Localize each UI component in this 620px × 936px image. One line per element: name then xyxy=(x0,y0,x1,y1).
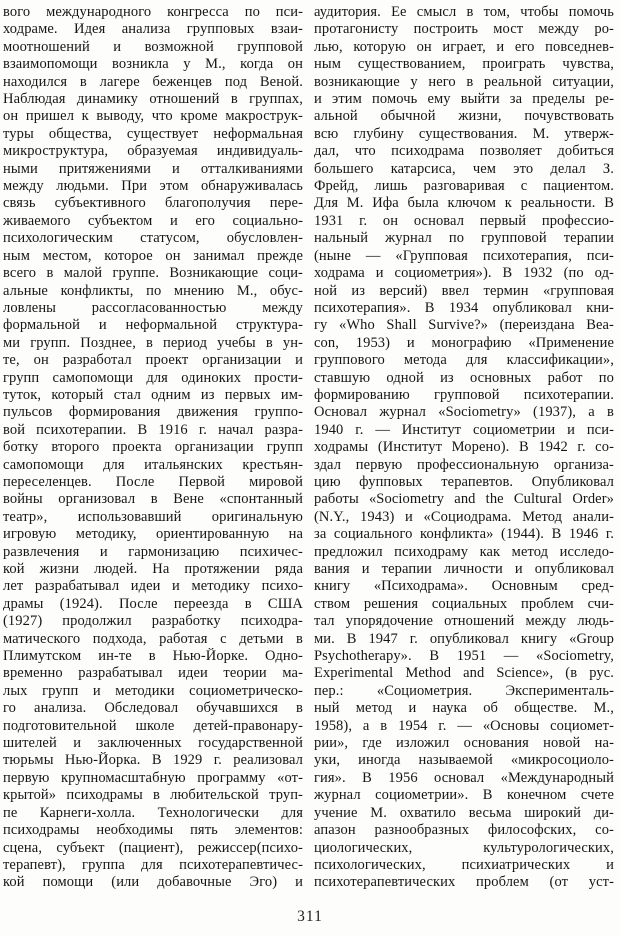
text-line: нальный журнал по групповой терапии xyxy=(314,230,614,247)
text-line: рии», где изложил основания новой на- xyxy=(314,735,614,752)
text-line: переселенцев. После Первой мировой xyxy=(3,473,303,490)
text-line: между людьми. При этом обнаруживалась xyxy=(3,178,303,195)
text-line: драмы (1924). После переезда в США xyxy=(3,595,303,612)
two-column-text-block xyxy=(3,4,617,892)
text-line: первую крупномасштабную программу «от- xyxy=(3,769,303,786)
text-line: туры общества, существует неформальная xyxy=(3,125,303,142)
text-line: циологических, культурологических, xyxy=(314,839,614,856)
text-line: го анализа. Обследовал обучавшихся в xyxy=(3,700,303,717)
text-line: вой психотерапии. В 1916 г. начал разра- xyxy=(3,421,303,438)
text-line: апазон разнообразных философских, со- xyxy=(314,822,614,839)
text-line: ходраме. Идея анализа групповых взаи- xyxy=(3,21,303,38)
text-line: вого международного конгресса по пси- xyxy=(3,4,303,20)
text-line: (ныне — «Групповая психотерапия, пси- xyxy=(314,247,614,264)
text-line: ловлены рассогласованностью между xyxy=(3,299,303,316)
text-line: находился в лагере беженцев под Веной. xyxy=(3,73,303,90)
text-line: групп самопомощи для одиноких прости- xyxy=(3,369,303,386)
text-line: театр», использовавший оригинальную xyxy=(3,508,303,525)
text-line: развлечения и гармонизацию психичес- xyxy=(3,543,303,560)
text-line: всю глубину существования. М. утверж- xyxy=(314,125,614,142)
text-line: Фрейд, лишь разговаривая с пациентом. xyxy=(314,178,614,195)
text-line: кой помощи (или добавочные Эго) и xyxy=(3,874,303,891)
text-line: пе Карнеги-холла. Технологически для xyxy=(3,804,303,821)
text-line: психологическим статусом, обусловлен- xyxy=(3,230,303,247)
text-line: матического подхода, работая с детьми в xyxy=(3,630,303,647)
text-line: работы «Sociometry and the Cultural Order» xyxy=(314,491,614,508)
text-line: здал первую профессиональную организа- xyxy=(314,456,614,473)
text-line: тюрьмы Нью-Йорка. В 1929 г. реализовал xyxy=(3,752,303,769)
text-line: временно разрабатывал идеи теории ма- xyxy=(3,665,303,682)
text-line: моотношений и возможной групповой xyxy=(3,38,303,55)
text-line: терапевт), группа для психотерапевтичес- xyxy=(3,856,303,873)
text-line: группового метода для классификации», xyxy=(314,352,614,369)
text-line: лых групп и методики социометрическо- xyxy=(3,682,303,699)
text-line: возникающие у него в реальной ситуации, xyxy=(314,73,614,90)
text-line: те, он разработал проект организации и xyxy=(3,352,303,369)
text-line: тал упорядочение отношений между людь- xyxy=(314,613,614,630)
text-line: ным местом, которое он занимал прежде xyxy=(3,247,303,264)
text-line: (1927) продолжил разработку психодра- xyxy=(3,613,303,630)
text-line: предложил психодраму как метод исследо- xyxy=(314,543,614,560)
text-line: Плимутском ин-те в Нью-Йорке. Одно- xyxy=(3,648,303,665)
text-line: con, 1953) и монографию «Применение xyxy=(314,334,614,351)
text-line: лет разрабатывал идеи и методику психо- xyxy=(3,578,303,595)
text-line: гия». В 1956 основал «Международный xyxy=(314,769,614,786)
text-line: войны организовал в Вене «спонтанный xyxy=(3,491,303,508)
text-line: ботку второго проекта организации групп xyxy=(3,439,303,456)
text-line: Наблюдая динамику отношений в группах, xyxy=(3,91,303,108)
text-line: цию фупповых терапевтов. Опубликовал xyxy=(314,473,614,490)
text-line: аудитория. Ее смысл в том, чтобы помочь xyxy=(314,4,614,20)
text-line: шителей и заключенных государственной xyxy=(3,735,303,752)
text-line: всего в малой группе. Возникающие соци- xyxy=(3,265,303,282)
page-number: 311 xyxy=(297,908,323,925)
text-line: ным существованием, проиграть чувства, xyxy=(314,56,614,73)
text-line: лью, которую он играет, и его повседнев- xyxy=(314,38,614,55)
text-line: живаемого субъектом и его социально- xyxy=(3,212,303,229)
text-line: за социального конфликта» (1944). В 1946 г. xyxy=(314,526,614,543)
text-line: учение М. охватило весьма широкий ди- xyxy=(314,804,614,821)
text-line: вания и терапии личности и опубликовал xyxy=(314,561,614,577)
text-line: журнал социометрии». В конечном счете xyxy=(314,787,614,804)
text-line: туток, который стал одним из первых им- xyxy=(3,386,303,403)
text-line: он пришел к выводу, что кроме макрострук- xyxy=(3,108,303,125)
text-line: крытой» психодрамы в любительской труп- xyxy=(3,787,303,804)
text-column-right xyxy=(314,4,614,892)
text-line: ными притяжениями и отталкиваниями xyxy=(3,160,303,177)
text-line: дал, что психодрама позволяет добиться xyxy=(314,143,614,160)
text-line: психологических, психиатрических и xyxy=(314,856,614,873)
text-line: альные конфликты, по мнению М., обус- xyxy=(3,282,303,299)
text-line: Для М. Ифа была ключом к реальности. В xyxy=(314,195,614,212)
text-line: ми групп. Позднее, в период учебы в ун- xyxy=(3,334,303,351)
text-line: ходрама и социометрия»). В 1932 (по од- xyxy=(314,265,614,282)
text-line: и этим помочь ему выйти за пределы ре- xyxy=(314,91,614,108)
text-line: ством решения социальных проблем счи- xyxy=(314,595,614,612)
text-line: психотерапевтических проблем (от уст- xyxy=(314,874,614,891)
text-line: 1931 г. он основал первый профессио- xyxy=(314,212,614,229)
text-line: сцена, субъект (пациент), режиссер(психо- xyxy=(3,839,303,856)
text-line: Основал журнал «Sociometry» (1937), а в xyxy=(314,404,614,421)
text-line: формированию групповой психотерапии. xyxy=(314,386,614,403)
text-line: альной обычной жизни, почувствовать xyxy=(314,108,614,125)
text-line: 1940 г. — Институт социометрии и пси- xyxy=(314,421,614,438)
text-line: ми. В 1947 г. опубликовал книгу «Group xyxy=(314,630,614,647)
text-line: психотерапия». В 1934 опубликовал кни- xyxy=(314,299,614,316)
text-line: пер.: «Социометрия. Эксперименталь- xyxy=(314,682,614,699)
text-line: ставшую одной из основных работ по xyxy=(314,369,614,386)
text-line: взаимопомощи возникла у М., когда он xyxy=(3,56,303,73)
text-line: гу «Who Shall Survive?» (переиздана Bea- xyxy=(314,317,614,334)
text-line: связь субъективного благополучия пере- xyxy=(3,195,303,212)
text-line: микроструктура, образуемая индивидуаль- xyxy=(3,143,303,160)
text-line: пульсов формирования движения группо- xyxy=(3,404,303,421)
text-line: (N.Y., 1943) и «Социодрама. Метод анали- xyxy=(314,508,614,525)
text-line: 1958), а в 1954 г. — «Основы социомет- xyxy=(314,717,614,734)
text-line: формальной и неформальной структура- xyxy=(3,317,303,334)
text-line: уки, иногда называемой «микросоциоло- xyxy=(314,752,614,769)
text-line: игровую методику, ориентированную на xyxy=(3,526,303,543)
text-line: книгу «Психодрама». Основным сред- xyxy=(314,578,614,595)
text-line: ходрамы (Институт Морено). В 1942 г. со- xyxy=(314,439,614,456)
text-line: ной из версий) ввел термин «групповая xyxy=(314,282,614,299)
text-line: ный метод и наука об обществе. М., xyxy=(314,700,614,717)
text-line: протагонисту построить мост между ро- xyxy=(314,21,614,38)
text-line: кой жизни людей. На протяжении ряда xyxy=(3,561,303,577)
text-line: Psychotherapy». В 1951 — «Sociometry, xyxy=(314,648,614,665)
text-line: самопомощи для итальянских крестьян- xyxy=(3,456,303,473)
text-line: большего катарсиса, чем это делал З. xyxy=(314,160,614,177)
text-column-left xyxy=(3,4,303,892)
text-line: подготовительной школе детей-правонару- xyxy=(3,717,303,734)
text-line: психодрамы необходимы пять элементов: xyxy=(3,822,303,839)
text-line: Experimental Method and Science», (в рус. xyxy=(314,665,614,682)
